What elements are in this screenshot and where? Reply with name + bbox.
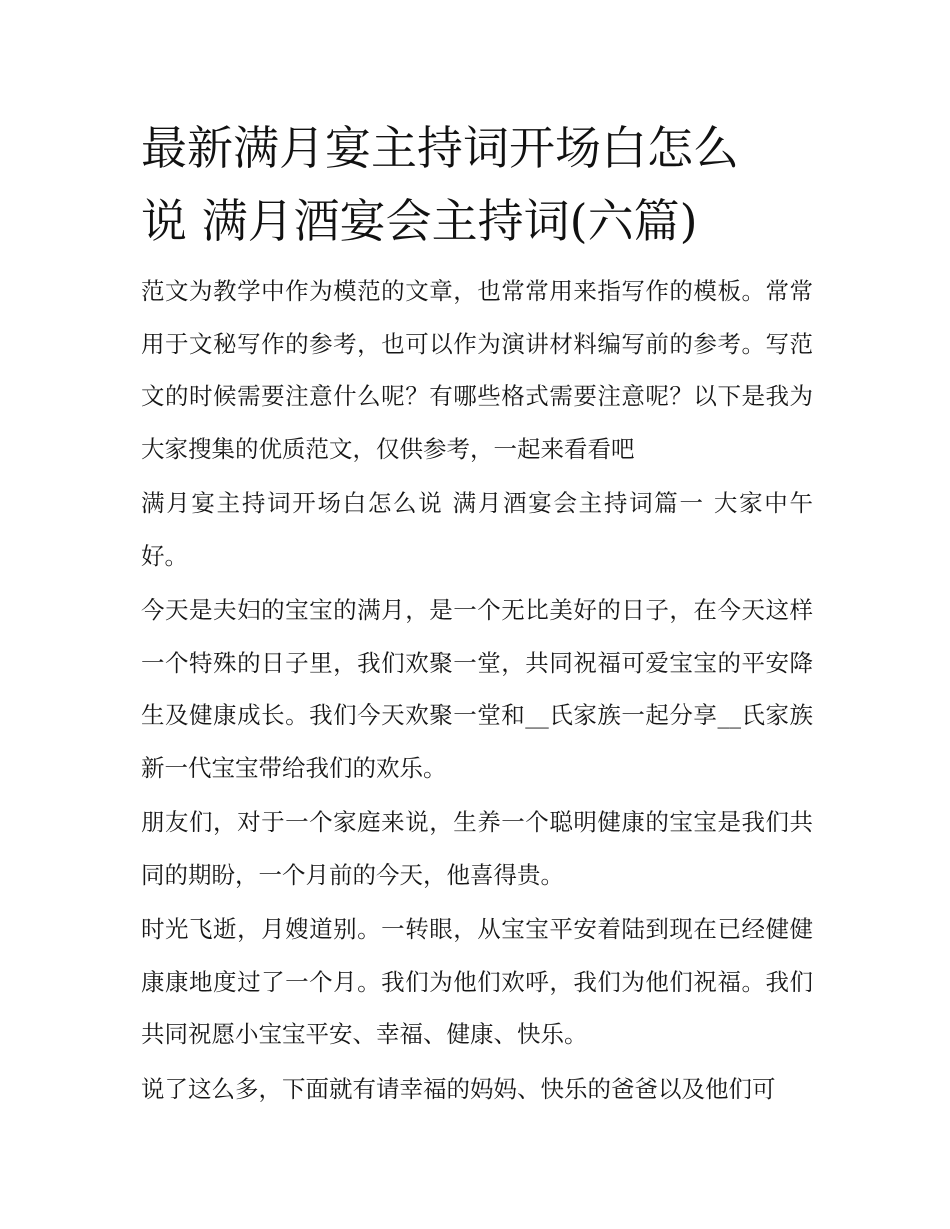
document-content bbox=[141, 112, 813, 1117]
paragraph-section-heading: 满月宴主持词开场白怎么说 满月酒宴会主持词篇一 大家中午好。 bbox=[141, 489, 813, 570]
title-line-1: 最新满月宴主持词开场白怎么 bbox=[141, 121, 739, 175]
paragraph-time-flies: 时光飞逝，月嫂道别。一转眼，从宝宝平安着陆到现在已经健健康康地度过了一个月。我们为他们欢呼，我们为他们祝福。我们共同祝愿小宝宝平安、幸福、健康、快乐。 bbox=[141, 915, 813, 1048]
paragraph-occasion: 今天是夫妇的宝宝的满月，是一个无比美好的日子，在今天这样一个特殊的日子里，我们欢聚一堂，共同祝福可爱宝宝的平安降生及健康成长。我们今天欢聚一堂和__氏家族一起分享__氏家族新一代宝宝带给我们的欢乐。 bbox=[141, 596, 813, 782]
paragraph-intro: 范文为教学中作为模范的文章，也常常用来指写作的模板。常常用于文秘写作的参考，也可以作为演讲材料编写前的参考。写范文的时候需要注意什么呢？有哪些格式需要注意呢？以下是我为大家搜集的优质范文，仅供参考，一起来看看吧 bbox=[141, 277, 813, 463]
title-line-2: 说 满月酒宴会主持词(六篇) bbox=[141, 194, 698, 248]
document-body bbox=[141, 265, 813, 1115]
paragraph-closing: 说了这么多，下面就有请幸福的妈妈、快乐的爸爸以及他们可 bbox=[141, 1074, 776, 1103]
document-title bbox=[141, 112, 813, 258]
paragraph-friends: 朋友们，对于一个家庭来说，生养一个聪明健康的宝宝是我们共同的期盼，一个月前的今天，他喜得贵。 bbox=[141, 808, 813, 889]
